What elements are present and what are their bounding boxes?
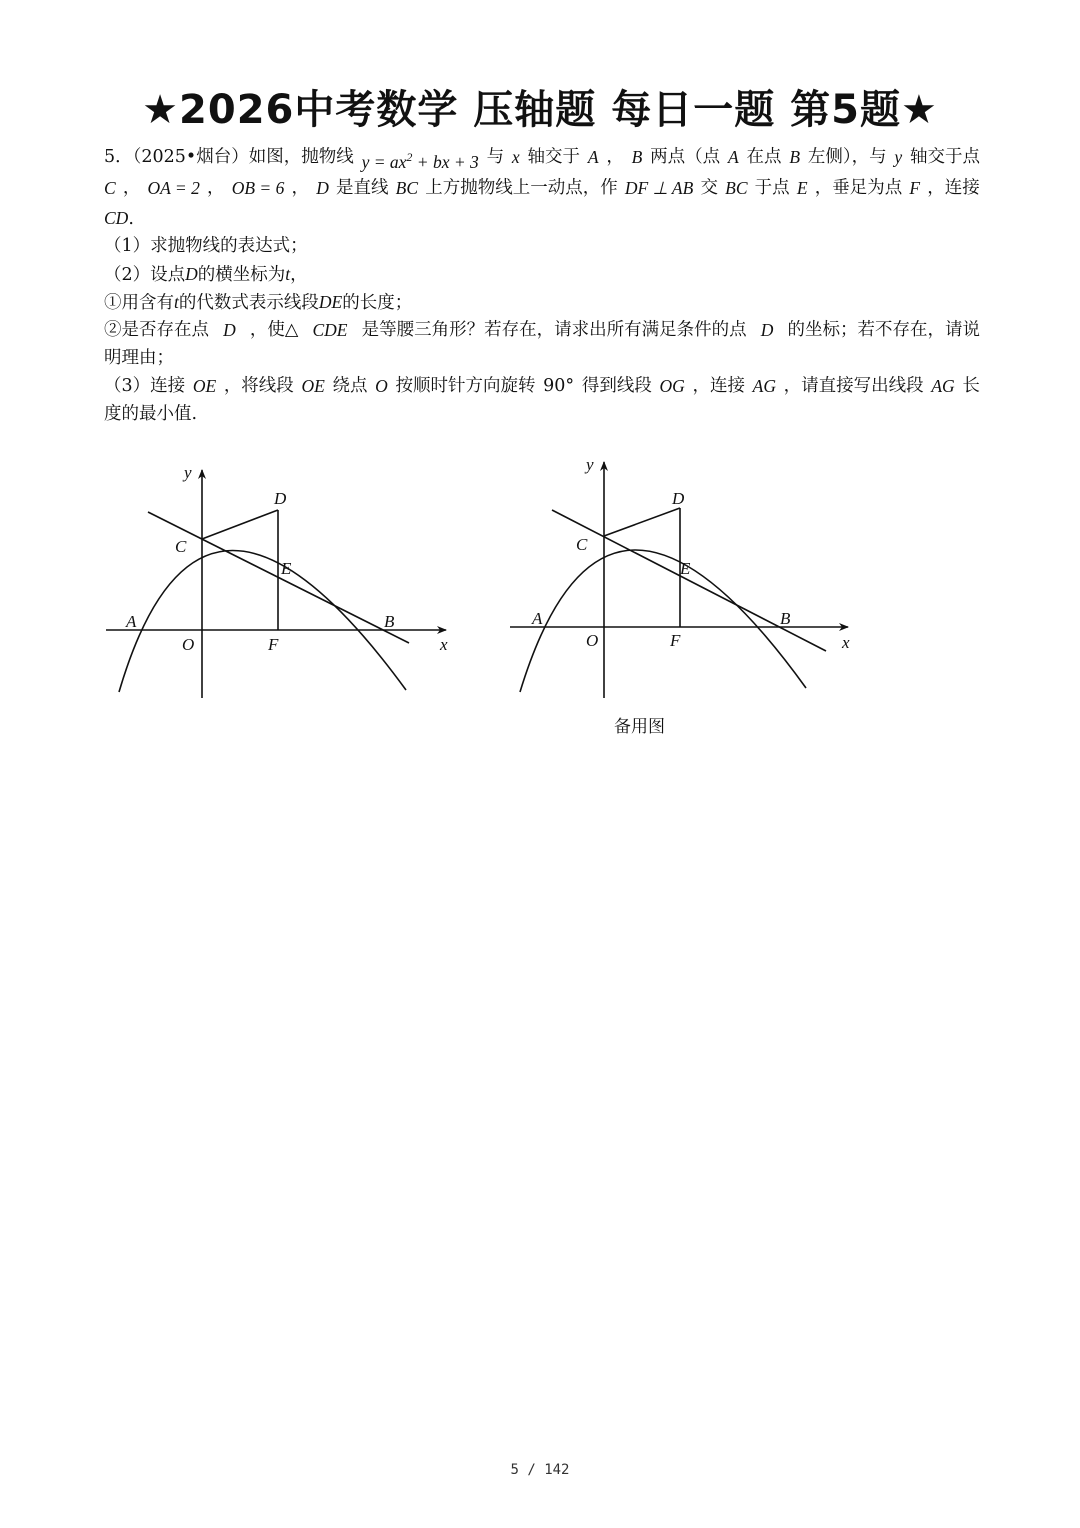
backup-figure-caption: 备用图 xyxy=(614,717,665,737)
page-number: 5 / 142 xyxy=(510,1462,570,1478)
problem-line-2: C ， OA = 2 ， OB = 6 ， D 是直线 BC 上方抛物线上一动点，作 DF ⊥ AB 交 BC 于点 E ，垂足为点 F ，连接 xyxy=(104,178,980,198)
label-y: y xyxy=(586,455,594,474)
label-c: C xyxy=(576,535,588,554)
line-bc xyxy=(552,510,826,651)
page-title: ★2026中考数学 压轴题 每日一题 第5题★ xyxy=(142,87,938,133)
label-x: x xyxy=(842,633,850,652)
figure-main xyxy=(104,452,464,706)
question-2: （2）设点D的横坐标为t， xyxy=(104,264,308,285)
label-e: E xyxy=(680,559,691,578)
label-b: B xyxy=(780,609,791,628)
question-1: （1）求抛物线的表达式； xyxy=(104,236,308,256)
label-e: E xyxy=(281,559,292,578)
parabola-diagram-backup xyxy=(508,452,868,702)
parabola-curve xyxy=(520,550,806,692)
label-f: F xyxy=(268,635,279,654)
problem-line-1: 5．（2025•烟台）如图，抛物线 $y = ax^2$ + bx + 3 与 x 轴交于 A ， B 两点（点 A 在点 B 左侧），与 y 轴交于点 xyxy=(104,142,980,173)
question-2-2: ②是否存在点 D ，使△ CDE 是等腰三角形？若存在，请求出所有满足条件的点 D 的坐标；若不存在，请说 xyxy=(104,320,980,340)
label-o: O xyxy=(182,635,195,654)
figure-backup xyxy=(508,452,868,706)
question-3: （3）连接 OE ，将线段 OE 绕点 O 按顺时针方向旋转 90° 得到线段 OG ，连接 AG ，请直接写出线段 AG 长 xyxy=(104,376,980,396)
parabola-curve xyxy=(119,550,406,692)
question-3-continued: 度的最小值. xyxy=(104,404,198,424)
problem-intro: 5．（2025•烟台）如图，抛物线 xyxy=(104,147,354,167)
label-d: D xyxy=(672,489,685,508)
question-2-1: ①用含有t的代数式表示线段DE的长度； xyxy=(104,292,413,313)
segment-cd xyxy=(604,508,680,536)
label-x: x xyxy=(440,635,448,654)
label-o: O xyxy=(586,631,599,650)
label-y: y xyxy=(184,463,192,482)
label-a: A xyxy=(532,609,543,628)
label-c: C xyxy=(175,537,187,556)
equation: $y = ax^2$ + bx + 3 xyxy=(361,150,479,172)
label-a: A xyxy=(126,612,137,631)
segment-cd xyxy=(202,510,278,539)
label-f: F xyxy=(670,631,681,650)
parabola-diagram xyxy=(104,452,464,702)
label-b: B xyxy=(384,612,395,631)
label-d: D xyxy=(274,489,287,508)
question-2-2-continued: 明理由； xyxy=(104,348,174,368)
problem-line-3: CD. xyxy=(104,208,134,229)
problem-text xyxy=(104,142,980,428)
